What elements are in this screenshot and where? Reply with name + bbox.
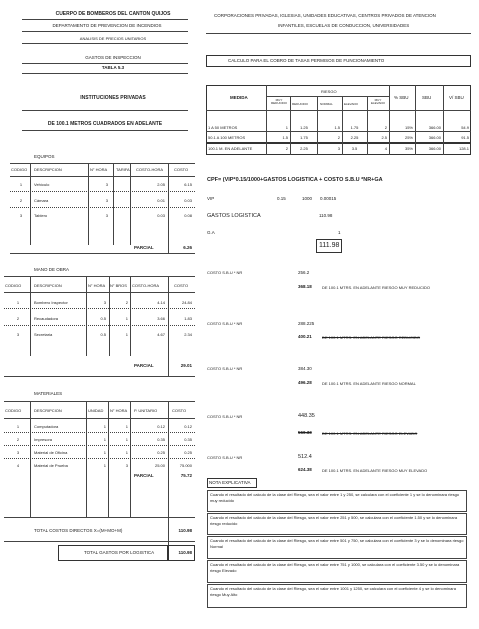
costo-desc: DE 100.1 MTRS. EN ADELANTE RIESGO NORMAL bbox=[322, 381, 416, 386]
row-muy-reducido: 1.5 bbox=[282, 135, 288, 140]
costo-label: COSTO S.B.U * NR bbox=[207, 414, 243, 419]
costo-result: 368.18 bbox=[298, 284, 312, 289]
row-code: 3 bbox=[19, 213, 23, 218]
gastos-label: GASTOS LOGISTICA bbox=[207, 213, 261, 219]
row-hours: 0.5 bbox=[100, 332, 106, 337]
row-cost: 0.35 bbox=[184, 437, 192, 442]
row-unit: 1 bbox=[103, 463, 106, 468]
row-hours: 1 bbox=[125, 437, 128, 442]
medida-header: MEDIDA bbox=[230, 95, 248, 100]
vip-value-2: 1000 bbox=[302, 196, 313, 201]
row-cost: 0.08 bbox=[184, 213, 192, 218]
materiales-parcial-value: 75.72 bbox=[180, 473, 192, 478]
header-line-4: GASTOS DE INSPECCION bbox=[85, 55, 141, 60]
row-description: Cámara bbox=[34, 198, 49, 203]
row-medida: 100.1 M. EN ADELANTE bbox=[208, 146, 253, 151]
costo-label: COSTO S.B.U * NR bbox=[207, 321, 243, 326]
costo-value: 448.35 bbox=[298, 413, 315, 419]
costo-label: COSTO S.B.U * NR bbox=[207, 270, 243, 275]
equipos-parcial-label: PARCIAL bbox=[134, 245, 154, 250]
row-cost: 6.15 bbox=[184, 182, 192, 187]
row-unit: 1 bbox=[103, 424, 106, 429]
row-cost: 0.03 bbox=[184, 198, 192, 203]
row-unit-price: 0.12 bbox=[157, 424, 165, 429]
materiales-parcial-label: PARCIAL bbox=[134, 473, 154, 478]
vip-value-3: 0.00015 bbox=[320, 196, 337, 201]
row-code: 1 bbox=[16, 300, 20, 305]
total-gastos-value: 110.98 bbox=[178, 550, 192, 555]
row-bros: 1 bbox=[125, 316, 128, 321]
sub-header-normal: NORMAL bbox=[320, 102, 333, 106]
row-bros: 2 bbox=[125, 300, 128, 305]
costo-label: COSTO S.B.U * NR bbox=[207, 455, 243, 460]
row-muy-reducido: 2 bbox=[285, 146, 288, 151]
note-item-1: Cuando el resultado del calculo de la clase del Riesgo, sea el valor entre 1 y 250, se calculara con el coeficiente 1 y se lo denominara riesgo muy reducido bbox=[207, 490, 467, 512]
sub-header-reducido: REDUCIDO bbox=[292, 102, 309, 106]
header-line-1: CUERPO DE BOMBEROS DEL CANTON QUIJOS bbox=[55, 11, 171, 17]
row-description: Material de Prueba bbox=[34, 463, 68, 468]
row-elevado: 3.5 bbox=[351, 146, 358, 151]
table-number: TABLA 5.3 bbox=[101, 65, 125, 70]
mano-obra-parcial-label: PARCIAL bbox=[134, 363, 154, 368]
row-description: Computadora bbox=[34, 424, 59, 429]
row-muy-elevado: 2.5 bbox=[381, 135, 387, 140]
mat-header-codigo: CODIGO bbox=[5, 408, 22, 413]
row-cost-hour: 4.67 bbox=[157, 332, 165, 337]
costo-label: COSTO S.B.U * NR bbox=[207, 366, 243, 371]
mat-header-hora: N° HORA bbox=[110, 408, 128, 413]
row-description: Recaudadora bbox=[34, 316, 59, 321]
formula: CPF= (VIP*0.15/1000+GASTOS LOGISTICA + COSTO S.B.U *NR+GA bbox=[207, 177, 383, 183]
row-description: Tablero bbox=[34, 213, 48, 218]
vip-label: VIP bbox=[207, 196, 215, 201]
row-elevado: 1.75 bbox=[350, 125, 359, 130]
row-reducido: 1.25 bbox=[300, 125, 308, 130]
row-unit-price: 25.00 bbox=[154, 463, 165, 468]
row-pct-sbu: 15% bbox=[404, 125, 413, 130]
mano-obra-parcial-value: 29.01 bbox=[180, 363, 192, 368]
row-hours: 1 bbox=[125, 424, 128, 429]
header-line-3: ANALISIS DE PRECIOS UNITARIOS bbox=[79, 36, 147, 41]
costo-value: 384.30 bbox=[298, 366, 312, 371]
costo-desc: DE 100.1 MTRS. EN ADELANTE RIESGO REDUCIDO bbox=[322, 335, 421, 340]
note-item-5: Cuando el resultado del calculo de la clase del Riesgo, sea el valor entre 1001 y 1250, se calculara con el coeficiente 4 y se lo denominara riesgo Muy Alto bbox=[207, 584, 467, 608]
note-item-4: Cuando el resultado del calculo de la clase del Riesgo, sea el valor entre 751 y 1000, se calculara con el coeficiente 3.50 y se lo denominara riesgo Elevado bbox=[207, 560, 467, 583]
note-item-3: Cuando el resultado del calculo de la clase del Riesgo, sea el valor entre 501 y 750, se calculara con el coeficiente 3 y se lo denominara riesgo Normal bbox=[207, 536, 467, 559]
total-directos-label: TOTAL COSTOS DIRECTOS X=(M+MO+M) bbox=[34, 528, 123, 533]
equipos-parcial-value: 6.26 bbox=[183, 245, 192, 250]
costo-value: 256.2 bbox=[298, 270, 310, 275]
row-elevado: 2.25 bbox=[350, 135, 359, 140]
row-cost: 0.12 bbox=[184, 424, 192, 429]
costo-result: 400.21 bbox=[298, 334, 312, 339]
row-description: Vehículo bbox=[34, 182, 50, 187]
mano-header-descripcion: DESCRIPCION bbox=[34, 283, 62, 288]
header-sbu: SBU bbox=[422, 95, 432, 100]
costo-value: 512.4 bbox=[298, 454, 312, 460]
row-v-sbu: 91.5 bbox=[461, 135, 469, 140]
header-line-2: DEPARTAMENTO DE PREVENCION DE INCENDIOS bbox=[52, 23, 162, 28]
sub-header-muy-elevado: MUY ELEVADO bbox=[371, 98, 385, 105]
row-cost-hour: 3.66 bbox=[157, 316, 165, 321]
equipos-header-hora: N° HORA bbox=[90, 167, 108, 172]
row-hours: 1 bbox=[125, 450, 128, 455]
costo-result: 496.28 bbox=[298, 380, 312, 385]
total-gastos-label: TOTAL GASTOS POR LOGISTICA bbox=[84, 550, 155, 555]
row-description: Bombero Inspector bbox=[34, 300, 68, 305]
row-sbu: 366.00 bbox=[428, 125, 441, 130]
costo-result: 560.33 bbox=[298, 430, 312, 435]
row-cost: 1.83 bbox=[184, 316, 192, 321]
row-unit-price: 0.35 bbox=[157, 437, 165, 442]
area-title: DE 100.1 METROS CUADRADOS EN ADELANTE bbox=[47, 121, 163, 127]
row-muy-elevado: 2 bbox=[384, 125, 387, 130]
row-sbu: 366.00 bbox=[428, 135, 441, 140]
row-cost-hour: 4.14 bbox=[157, 300, 165, 305]
row-reducido: 2.25 bbox=[300, 146, 308, 151]
row-code: 4 bbox=[16, 463, 20, 468]
costo-desc: DE 100.1 MTRS. EN ADELANTE RIESGO MUY REDUCIDO bbox=[322, 285, 430, 290]
mano-header-hora: N° HORA bbox=[88, 283, 106, 288]
equipos-header-costo-hora: COSTO-HORA bbox=[136, 167, 164, 172]
row-cost: 24.84 bbox=[181, 300, 192, 305]
row-unit: 1 bbox=[103, 450, 106, 455]
costo-result: 624.38 bbox=[298, 467, 312, 472]
row-cost-hour: 2.05 bbox=[157, 182, 165, 187]
calc-title: CALCULO PARA EL COBRO DE TASAS PERMISOS DE FUNCIONAMIENTO bbox=[228, 58, 385, 63]
mat-header-unitario: P. UNITARIO bbox=[134, 408, 158, 413]
result-value: 111.98 bbox=[319, 242, 340, 249]
ga-label: G.A bbox=[207, 230, 215, 235]
equipos-header-costo: COSTO bbox=[174, 167, 189, 172]
row-code: 2 bbox=[16, 316, 20, 321]
row-hours: 3 bbox=[105, 198, 108, 203]
row-hours: 0.5 bbox=[100, 316, 106, 321]
ga-value: 1 bbox=[338, 230, 341, 235]
row-normal: 1.5 bbox=[334, 125, 340, 130]
mano-header-costo: COSTO bbox=[174, 283, 189, 288]
row-cost: 2.34 bbox=[184, 332, 192, 337]
mano-obra-title: MANO DE OBRA bbox=[34, 267, 70, 272]
row-description: Secretaria bbox=[34, 332, 53, 337]
materiales-title: MATERIALES bbox=[34, 391, 63, 396]
right-header-line-2: INFANTILES, ESCUELAS DE CONDUCCION, UNIVERSIDADES bbox=[278, 23, 410, 28]
row-pct-sbu: 35% bbox=[404, 146, 413, 151]
sub-header-elevado: ELEVADO bbox=[344, 102, 358, 106]
row-unit-price: 0.25 bbox=[157, 450, 165, 455]
mano-header-codigo: CODIGO bbox=[5, 283, 22, 288]
row-cost: 75.000 bbox=[179, 463, 192, 468]
riesgo-header: RIESGO bbox=[321, 89, 337, 94]
row-bros: 1 bbox=[125, 332, 128, 337]
mat-header-costo: COSTO bbox=[172, 408, 187, 413]
row-muy-reducido: 1 bbox=[285, 125, 288, 130]
equipos-header-codigo: CODIGO bbox=[11, 167, 28, 172]
costo-desc: DE 100.1 MTRS. EN ADELANTE RIESGO ELEVADO bbox=[322, 431, 418, 436]
row-description: Material de Oficina bbox=[34, 450, 68, 455]
row-code: 2 bbox=[19, 198, 23, 203]
institution-title: INSTITUCIONES PRIVADAS bbox=[80, 95, 146, 101]
row-description: Impresora bbox=[34, 437, 53, 442]
row-hours: 3 bbox=[105, 213, 108, 218]
mat-header-unidad: UNIDAD bbox=[88, 408, 104, 413]
row-hours: 3 bbox=[125, 463, 128, 468]
header-v-sbu: V/ SBU bbox=[449, 95, 464, 100]
costo-value: 288.225 bbox=[298, 321, 315, 326]
vip-value-1: 0.15 bbox=[277, 196, 286, 201]
row-sbu: 366.00 bbox=[428, 146, 441, 151]
mano-header-costo-hora: COSTO-HORA bbox=[132, 283, 160, 288]
row-hours: 3 bbox=[103, 300, 106, 305]
mat-header-descripcion: DESCRIPCION bbox=[34, 408, 62, 413]
row-hours: 3 bbox=[105, 182, 108, 187]
row-cost: 0.25 bbox=[184, 450, 192, 455]
total-directos-value: 110.98 bbox=[178, 528, 192, 533]
row-reducido: 1.75 bbox=[300, 135, 308, 140]
costo-desc: DE 100.1 MTRS. EN ADELANTE RIESGO MUY ELEVADO bbox=[322, 468, 428, 473]
nota-title: NOTA EXPLICATIVA bbox=[209, 480, 251, 485]
row-code: 2 bbox=[16, 437, 20, 442]
row-pct-sbu: 25% bbox=[404, 135, 413, 140]
row-v-sbu: 54.9 bbox=[461, 125, 469, 130]
row-medida: 50.1 A 100 METROS bbox=[208, 135, 246, 140]
right-header-line-1: CORPORACIONES PRIVADAS, IGLESIAS, UNIDADES EDUCATIVAS, CENTROS PRIVADOS DE ATENCION bbox=[214, 13, 436, 18]
mano-header-bros: N° BROS bbox=[110, 283, 127, 288]
row-code: 3 bbox=[16, 332, 20, 337]
gastos-value: 110.98 bbox=[319, 213, 333, 218]
equipos-title: EQUIPOS bbox=[34, 154, 55, 159]
row-code: 1 bbox=[19, 182, 23, 187]
row-unit: 1 bbox=[103, 437, 106, 442]
row-cost-hour: 0.03 bbox=[157, 213, 165, 218]
equipos-header-descripcion: DESCRIPCION bbox=[34, 167, 62, 172]
equipos-header-tarifa: TARIFA bbox=[116, 167, 130, 172]
row-muy-elevado: 4 bbox=[384, 146, 387, 151]
row-normal: 3 bbox=[337, 146, 340, 151]
row-medida: 1 A 50 METROS bbox=[208, 125, 238, 130]
note-item-2: Cuando el resultado del calculo de la clase del Riesgo, sea el valor entre 251 y 500, se calculara con el coeficiente 1.50 y se lo denominara riesgo reducido bbox=[207, 513, 467, 535]
row-v-sbu: 128.1 bbox=[458, 146, 469, 151]
row-cost-hour: 0.01 bbox=[157, 198, 165, 203]
header-pct-sbu: % SBU bbox=[394, 95, 409, 100]
row-code: 3 bbox=[16, 450, 20, 455]
sub-header-muy-reducido: MUY REDUCIDO bbox=[270, 98, 287, 105]
row-normal: 2 bbox=[337, 135, 340, 140]
row-code: 1 bbox=[16, 424, 20, 429]
